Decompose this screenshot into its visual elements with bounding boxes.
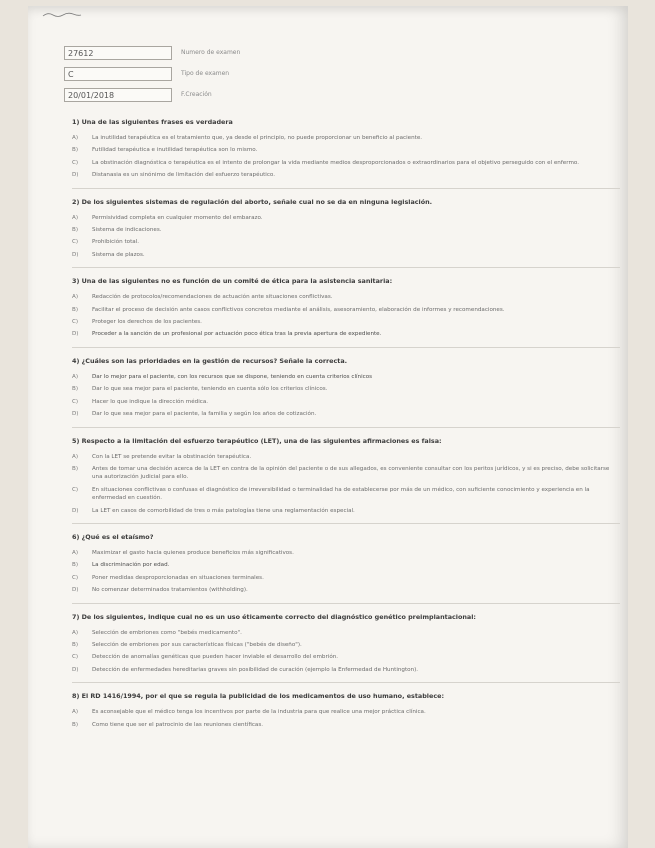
divider bbox=[72, 682, 620, 683]
option-text: Antes de tomar una decisión acerca de la LET en contra de la opinión del paciente o de sus allegados, es conveniente consultar con los peritos jurídicos, y si es preciso, debe solicitarse una autorización judicial para ello. bbox=[92, 465, 610, 481]
option-text: Facilitar el proceso de decisión ante casos conflictivos concretos mediante el análisis, asesoramiento, elaboración de informes y recomendaciones. bbox=[92, 306, 505, 313]
question-5 bbox=[72, 437, 620, 515]
question-3 bbox=[72, 277, 620, 339]
question-title: 6) ¿Qué es el etaísmo? bbox=[72, 532, 154, 541]
option-text: Distanasia es un sinónimo de limitación del esfuerzo terapéutico. bbox=[92, 172, 276, 179]
option-text: La inutilidad terapéutica es el tratamiento que, ya desde el principio, no puede proporcionar un beneficio al paciente. bbox=[92, 135, 423, 141]
answer-option bbox=[72, 410, 620, 418]
creation-date-label: F.Creación bbox=[181, 91, 212, 98]
option-letter: B) bbox=[72, 227, 79, 234]
answer-option bbox=[72, 629, 620, 637]
divider bbox=[72, 347, 620, 348]
option-letter: A) bbox=[72, 709, 79, 716]
option-text: Futilidad terapéutica e inutilidad terapéutica son lo mismo. bbox=[92, 147, 258, 154]
exam-type-label: Tipo de examen bbox=[181, 70, 230, 77]
answer-option bbox=[72, 574, 620, 582]
answer-option bbox=[72, 561, 620, 569]
answer-option bbox=[72, 306, 620, 314]
question-2 bbox=[72, 198, 620, 260]
divider bbox=[72, 267, 620, 268]
question-title: 8) El RD 1416/1994, por el que se regula la publicidad de los medicamentos de uso humano, establece: bbox=[72, 692, 444, 701]
answer-option bbox=[72, 398, 620, 406]
option-letter: C) bbox=[72, 486, 79, 493]
question-list bbox=[72, 118, 620, 733]
option-text: Dar lo que sea mejor para el paciente, teniendo en cuenta sólo los criterios clínicos. bbox=[92, 386, 328, 393]
option-letter: C) bbox=[72, 159, 79, 166]
option-letter: C) bbox=[72, 319, 79, 326]
divider bbox=[72, 188, 620, 189]
option-letter: B) bbox=[72, 306, 79, 313]
question-7 bbox=[72, 613, 620, 675]
question-title: 5) Respecto a la limitación del esfuerzo terapéutico (LET), una de las siguientes afirmaciones es falsa: bbox=[72, 436, 442, 445]
answer-option bbox=[72, 318, 620, 326]
creation-date-row bbox=[64, 85, 394, 104]
option-text: Con la LET se pretende evitar la obstinación terapéutica. bbox=[92, 453, 252, 460]
answer-option bbox=[72, 385, 620, 393]
exam-number-field: 27612 bbox=[64, 46, 172, 60]
option-letter: A) bbox=[72, 373, 79, 380]
exam-header bbox=[64, 43, 394, 106]
answer-option bbox=[72, 465, 620, 482]
option-letter: A) bbox=[72, 453, 79, 460]
option-text: Prohibición total. bbox=[92, 239, 140, 246]
option-letter: B) bbox=[72, 562, 79, 569]
option-letter: A) bbox=[72, 214, 79, 221]
question-title: 7) De los siguientes, indique cual no es un uso éticamente correcto del diagnóstico genético preimplantacional: bbox=[72, 612, 476, 621]
answer-option bbox=[72, 586, 620, 594]
handwritten-mark bbox=[42, 10, 82, 20]
option-text: Sistema de indicaciones. bbox=[92, 227, 162, 234]
option-text: Detección de enfermedades hereditarias graves sin posibilidad de curación (ejemplo la Enfermedad de Huntington). bbox=[92, 666, 419, 673]
answer-option bbox=[72, 373, 620, 381]
answer-option bbox=[72, 251, 620, 259]
option-text: Dar lo mejor para el paciente, con los recursos que se dispone, teniendo en cuenta criterios clínicos bbox=[92, 373, 373, 380]
answer-option bbox=[72, 453, 620, 461]
option-letter: A) bbox=[72, 629, 79, 636]
option-text: Maximizar el gasto hacia quienes produce beneficios más significativos. bbox=[92, 549, 294, 556]
answer-option bbox=[72, 330, 620, 338]
option-letter: B) bbox=[72, 147, 79, 154]
option-text: Como tiene que ser el patrocinio de las reuniones científicas. bbox=[92, 721, 264, 728]
answer-option bbox=[72, 146, 620, 154]
answer-option bbox=[72, 214, 620, 222]
question-title: 4) ¿Cuáles son las prioridades en la gestión de recursos? Señale la correcta. bbox=[72, 356, 348, 365]
answer-option bbox=[72, 507, 620, 515]
answer-option bbox=[72, 293, 620, 301]
exam-type-field: C bbox=[64, 67, 172, 81]
option-text: La obstinación diagnóstica o terapéutica es el intento de prolongar la vida mediante medios desproporcionados o extraordinarios para el objetivo perseguido con el enfermo. bbox=[92, 159, 579, 166]
question-6 bbox=[72, 533, 620, 595]
option-letter: C) bbox=[72, 574, 79, 581]
question-title: 2) De los siguientes sistemas de regulación del aborto, señale cual no se da en ninguna legislación. bbox=[72, 197, 433, 206]
option-letter: D) bbox=[72, 666, 79, 673]
answer-option bbox=[72, 641, 620, 649]
option-letter: C) bbox=[72, 239, 79, 246]
option-text: Proteger los derechos de los pacientes. bbox=[92, 319, 202, 326]
option-text: No comenzar determinados tratamientos (withholding). bbox=[92, 587, 248, 594]
answer-option bbox=[72, 549, 620, 557]
option-letter: B) bbox=[72, 386, 79, 393]
answer-option bbox=[72, 226, 620, 234]
answer-option bbox=[72, 486, 620, 503]
option-letter: C) bbox=[72, 654, 79, 661]
divider bbox=[72, 523, 620, 524]
answer-option bbox=[72, 721, 620, 729]
answer-option bbox=[72, 708, 620, 716]
question-1 bbox=[72, 118, 620, 180]
option-letter: B) bbox=[72, 721, 79, 728]
option-letter: D) bbox=[72, 331, 79, 338]
option-text: Detección de anomalías genéticas que pueden hacer inviable el desarrollo del embrión. bbox=[92, 654, 339, 661]
answer-option bbox=[72, 134, 620, 142]
answer-option bbox=[72, 666, 620, 674]
option-text: La discriminación por edad. bbox=[92, 562, 170, 569]
answer-option bbox=[72, 159, 620, 167]
option-text: Es aconsejable que el médico tenga los incentivos por parte de la industria para que realice una mejor práctica clínica. bbox=[92, 709, 426, 716]
exam-sheet bbox=[28, 6, 628, 848]
divider bbox=[72, 603, 620, 604]
divider bbox=[72, 427, 620, 428]
exam-number-row bbox=[64, 43, 394, 62]
option-text: Selección de embriones por sus características físicas ("bebés de diseño"). bbox=[92, 641, 302, 648]
option-letter: D) bbox=[72, 587, 79, 594]
answer-option bbox=[72, 238, 620, 246]
option-text: Proceder a la sanción de un profesional por actuación poco ética tras la previa apertura de expediente. bbox=[92, 331, 382, 338]
option-letter: D) bbox=[72, 507, 79, 514]
question-title: 3) Una de las siguientes no es función de un comité de ética para la asistencia sanitaria: bbox=[72, 277, 393, 286]
option-text: Redacción de protocolos/recomendaciones de actuación ante situaciones conflictivas. bbox=[92, 294, 333, 301]
option-text: Poner medidas desproporcionadas en situaciones terminales. bbox=[92, 574, 264, 581]
exam-type-row bbox=[64, 64, 394, 83]
answer-option bbox=[72, 171, 620, 179]
answer-option bbox=[72, 653, 620, 661]
question-8 bbox=[72, 692, 620, 729]
option-letter: A) bbox=[72, 294, 79, 301]
option-letter: A) bbox=[72, 135, 79, 141]
option-letter: D) bbox=[72, 172, 79, 179]
option-text: La LET en casos de comorbilidad de tres o más patologías tiene una reglamentación especial. bbox=[92, 507, 355, 514]
option-text: Selección de embriones como "bebés medicamento". bbox=[92, 629, 242, 636]
option-text: En situaciones conflictivas o confusas el diagnóstico de irreversibilidad o terminalidad ha de establecerse por más de un médico, con suficiente conocimiento y experiencia en la enfermedad en cuestión. bbox=[92, 486, 590, 502]
option-letter: D) bbox=[72, 251, 79, 258]
creation-date-field: 20/01/2018 bbox=[64, 88, 172, 102]
option-letter: D) bbox=[72, 411, 79, 418]
option-text: Dar lo que sea mejor para el paciente, la familia y según los años de cotización. bbox=[92, 411, 317, 418]
option-text: Hacer lo que indique la dirección médica. bbox=[92, 398, 209, 405]
option-letter: B) bbox=[72, 465, 79, 472]
option-text: Permisividad completa en cualquier momento del embarazo. bbox=[92, 214, 263, 221]
option-text: Sistema de plazos. bbox=[92, 251, 145, 258]
question-title: 1) Una de las siguientes frases es verdadera bbox=[72, 118, 233, 126]
exam-number-label: Numero de examen bbox=[181, 49, 241, 56]
question-4 bbox=[72, 357, 620, 419]
option-letter: A) bbox=[72, 549, 79, 556]
option-letter: C) bbox=[72, 398, 79, 405]
option-letter: B) bbox=[72, 641, 79, 648]
